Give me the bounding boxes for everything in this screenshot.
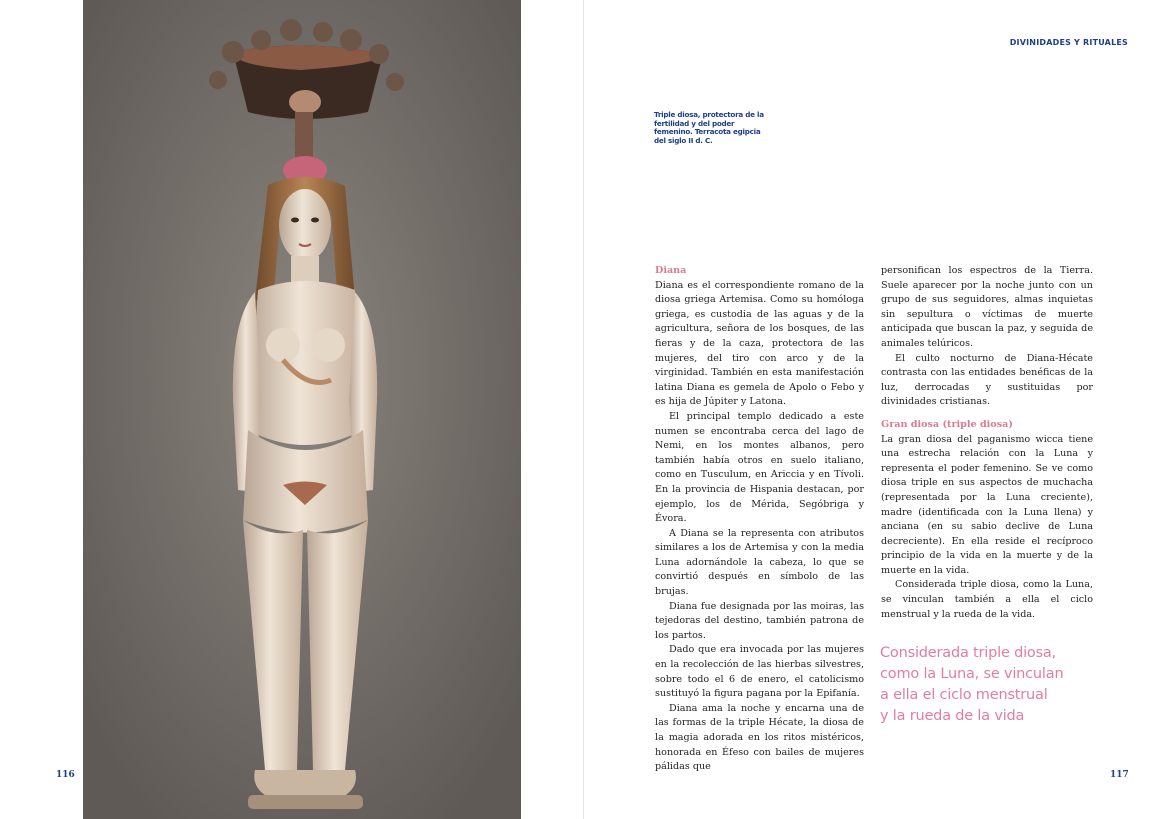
body-paragraph: Considerada triple diosa, como la Luna, se vinculan también a ella el ciclo menstrual y la rueda de la vida. (881, 579, 1093, 620)
pull-quote-line: y la rueda de la vida (880, 708, 1025, 724)
text-column-1 (655, 264, 864, 775)
statue-illustration (83, 0, 521, 819)
text-column-2 (881, 264, 1093, 622)
page-gutter (583, 0, 584, 819)
left-page-number: 116 (56, 770, 75, 780)
body-paragraph: Diana fue designada por las moiras, las tejedoras del destino, también patrona de los partos. (655, 600, 864, 641)
body-paragraph: A Diana se la representa con atributos similares a los de Artemisa y con la media Luna adornándole la cabeza, lo que se convirtió después en símbolo de las brujas. (655, 527, 864, 598)
right-page-number: 117 (1110, 770, 1129, 780)
terracotta-statue-photo (83, 0, 521, 819)
pull-quote (880, 643, 1120, 727)
running-head: DIVINIDADES Y RITUALES (1009, 38, 1128, 47)
body-paragraph: Diana ama la noche y encarna una de las formas de la triple Hécate, la diosa de la magia adorada en los ritos mistéricos, honorada en Éfeso con bailes de mujeres pálidas que (655, 702, 864, 773)
pull-quote-line: como la Luna, se vinculan (880, 666, 1064, 682)
body-paragraph: personifican los espectros de la Tierra. Suele aparecer por la noche junto con un grupo de sus seguidores, almas inquietas sin sepultura o víctimas de muerte anticipada que buscan la paz, y seguida de animales telúricos. (881, 265, 1093, 349)
photo-caption: Triple diosa, protectora de la fertilidad y del poder femenino. Terracota egipcia del siglo II d. C. (654, 110, 764, 146)
section-heading-diana: Diana (655, 265, 687, 276)
section-heading-gran-diosa: Gran diosa (triple diosa) (881, 418, 1013, 430)
body-paragraph: Dado que era invocada por las mujeres en la recolección de las hierbas silvestres, sobre todo el 6 de enero, el catolicismo sustituyó la figura pagana por la Epifanía. (655, 644, 864, 700)
pull-quote-line: a ella el ciclo menstrual (880, 687, 1048, 703)
body-paragraph: El culto nocturno de Diana-Hécate contrasta con las entidades benéficas de la luz, derrocadas y sustituidas por divinidades cristianas. (881, 352, 1093, 408)
pull-quote-line: Considerada triple diosa, (880, 645, 1057, 661)
body-paragraph: Diana es el correspondiente romano de la diosa griega Artemisa. Como su homóloga griega, es custodia de las aguas y de la agricultura, señora de los bosques, de las fieras y de la caza, protectora de las mujeres, del tiro con arco y de la virginidad. También en esta manifestación latina Diana es gemela de Apolo o Febo y es hija de Júpiter y Latona. (655, 279, 864, 408)
body-paragraph: La gran diosa del paganismo wicca tiene una estrecha relación con la Luna y representa el poder femenino. Se ve como diosa triple en sus aspectos de muchacha (representada por la Luna creciente), madre (identificada con la Luna llena) y anciana (en su sabio declive de Luna decreciente). En ella reside el recíproco principio de la vida en la muerte y de la muerte en la vida. (881, 433, 1093, 576)
body-paragraph: El principal templo dedicado a este numen se encontraba cerca del lago de Nemi, en los montes albanos, pero también había otros en suelo italiano, como en Tusculum, en Ariccia y en Tívoli. En la provincia de Hispania destacan, por ejemplo, los de Mérida, Segóbriga y Évora. (655, 410, 864, 525)
